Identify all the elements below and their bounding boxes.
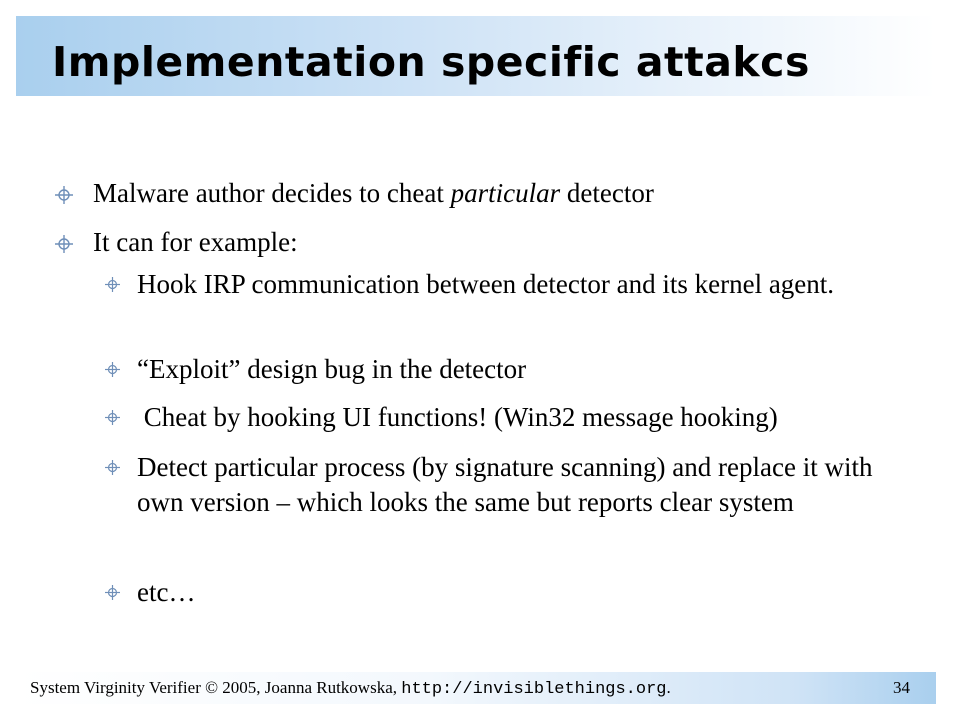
- crosshair-bullet-icon: [105, 277, 120, 292]
- bullet-text: It can for example:: [93, 227, 298, 257]
- crosshair-bullet-icon: [105, 460, 120, 475]
- crosshair-bullet-icon: [55, 235, 73, 253]
- slide-title: Implementation specific attakcs: [52, 38, 810, 86]
- bullet-text: Cheat by hooking UI functions! (Win32 message hooking): [137, 402, 778, 432]
- title-bar: [16, 16, 936, 96]
- bullet-text: “Exploit” design bug in the detector: [137, 354, 527, 384]
- crosshair-bullet-icon: [105, 410, 120, 425]
- page-number: 34: [893, 678, 910, 697]
- crosshair-bullet-icon: [105, 585, 120, 600]
- bullet-text: Hook IRP communication between detector and its kernel agent.: [137, 269, 835, 299]
- footer-link[interactable]: http://invisiblethings.org: [401, 680, 667, 699]
- bullet-text: etc…: [137, 577, 196, 607]
- footer-credit: System Virginity Verifier © 2005, Joanna Rutkowska, http://invisiblethings.org.: [30, 678, 671, 699]
- bullet-text: Malware author decides to cheat particular detector: [93, 178, 654, 208]
- crosshair-bullet-icon: [105, 362, 120, 377]
- crosshair-bullet-icon: [55, 186, 73, 204]
- footer-bar: [16, 672, 936, 704]
- bullet-text: Detect particular process (by signature scanning) and replace it with own version – which looks the same but reports clear system: [137, 452, 873, 517]
